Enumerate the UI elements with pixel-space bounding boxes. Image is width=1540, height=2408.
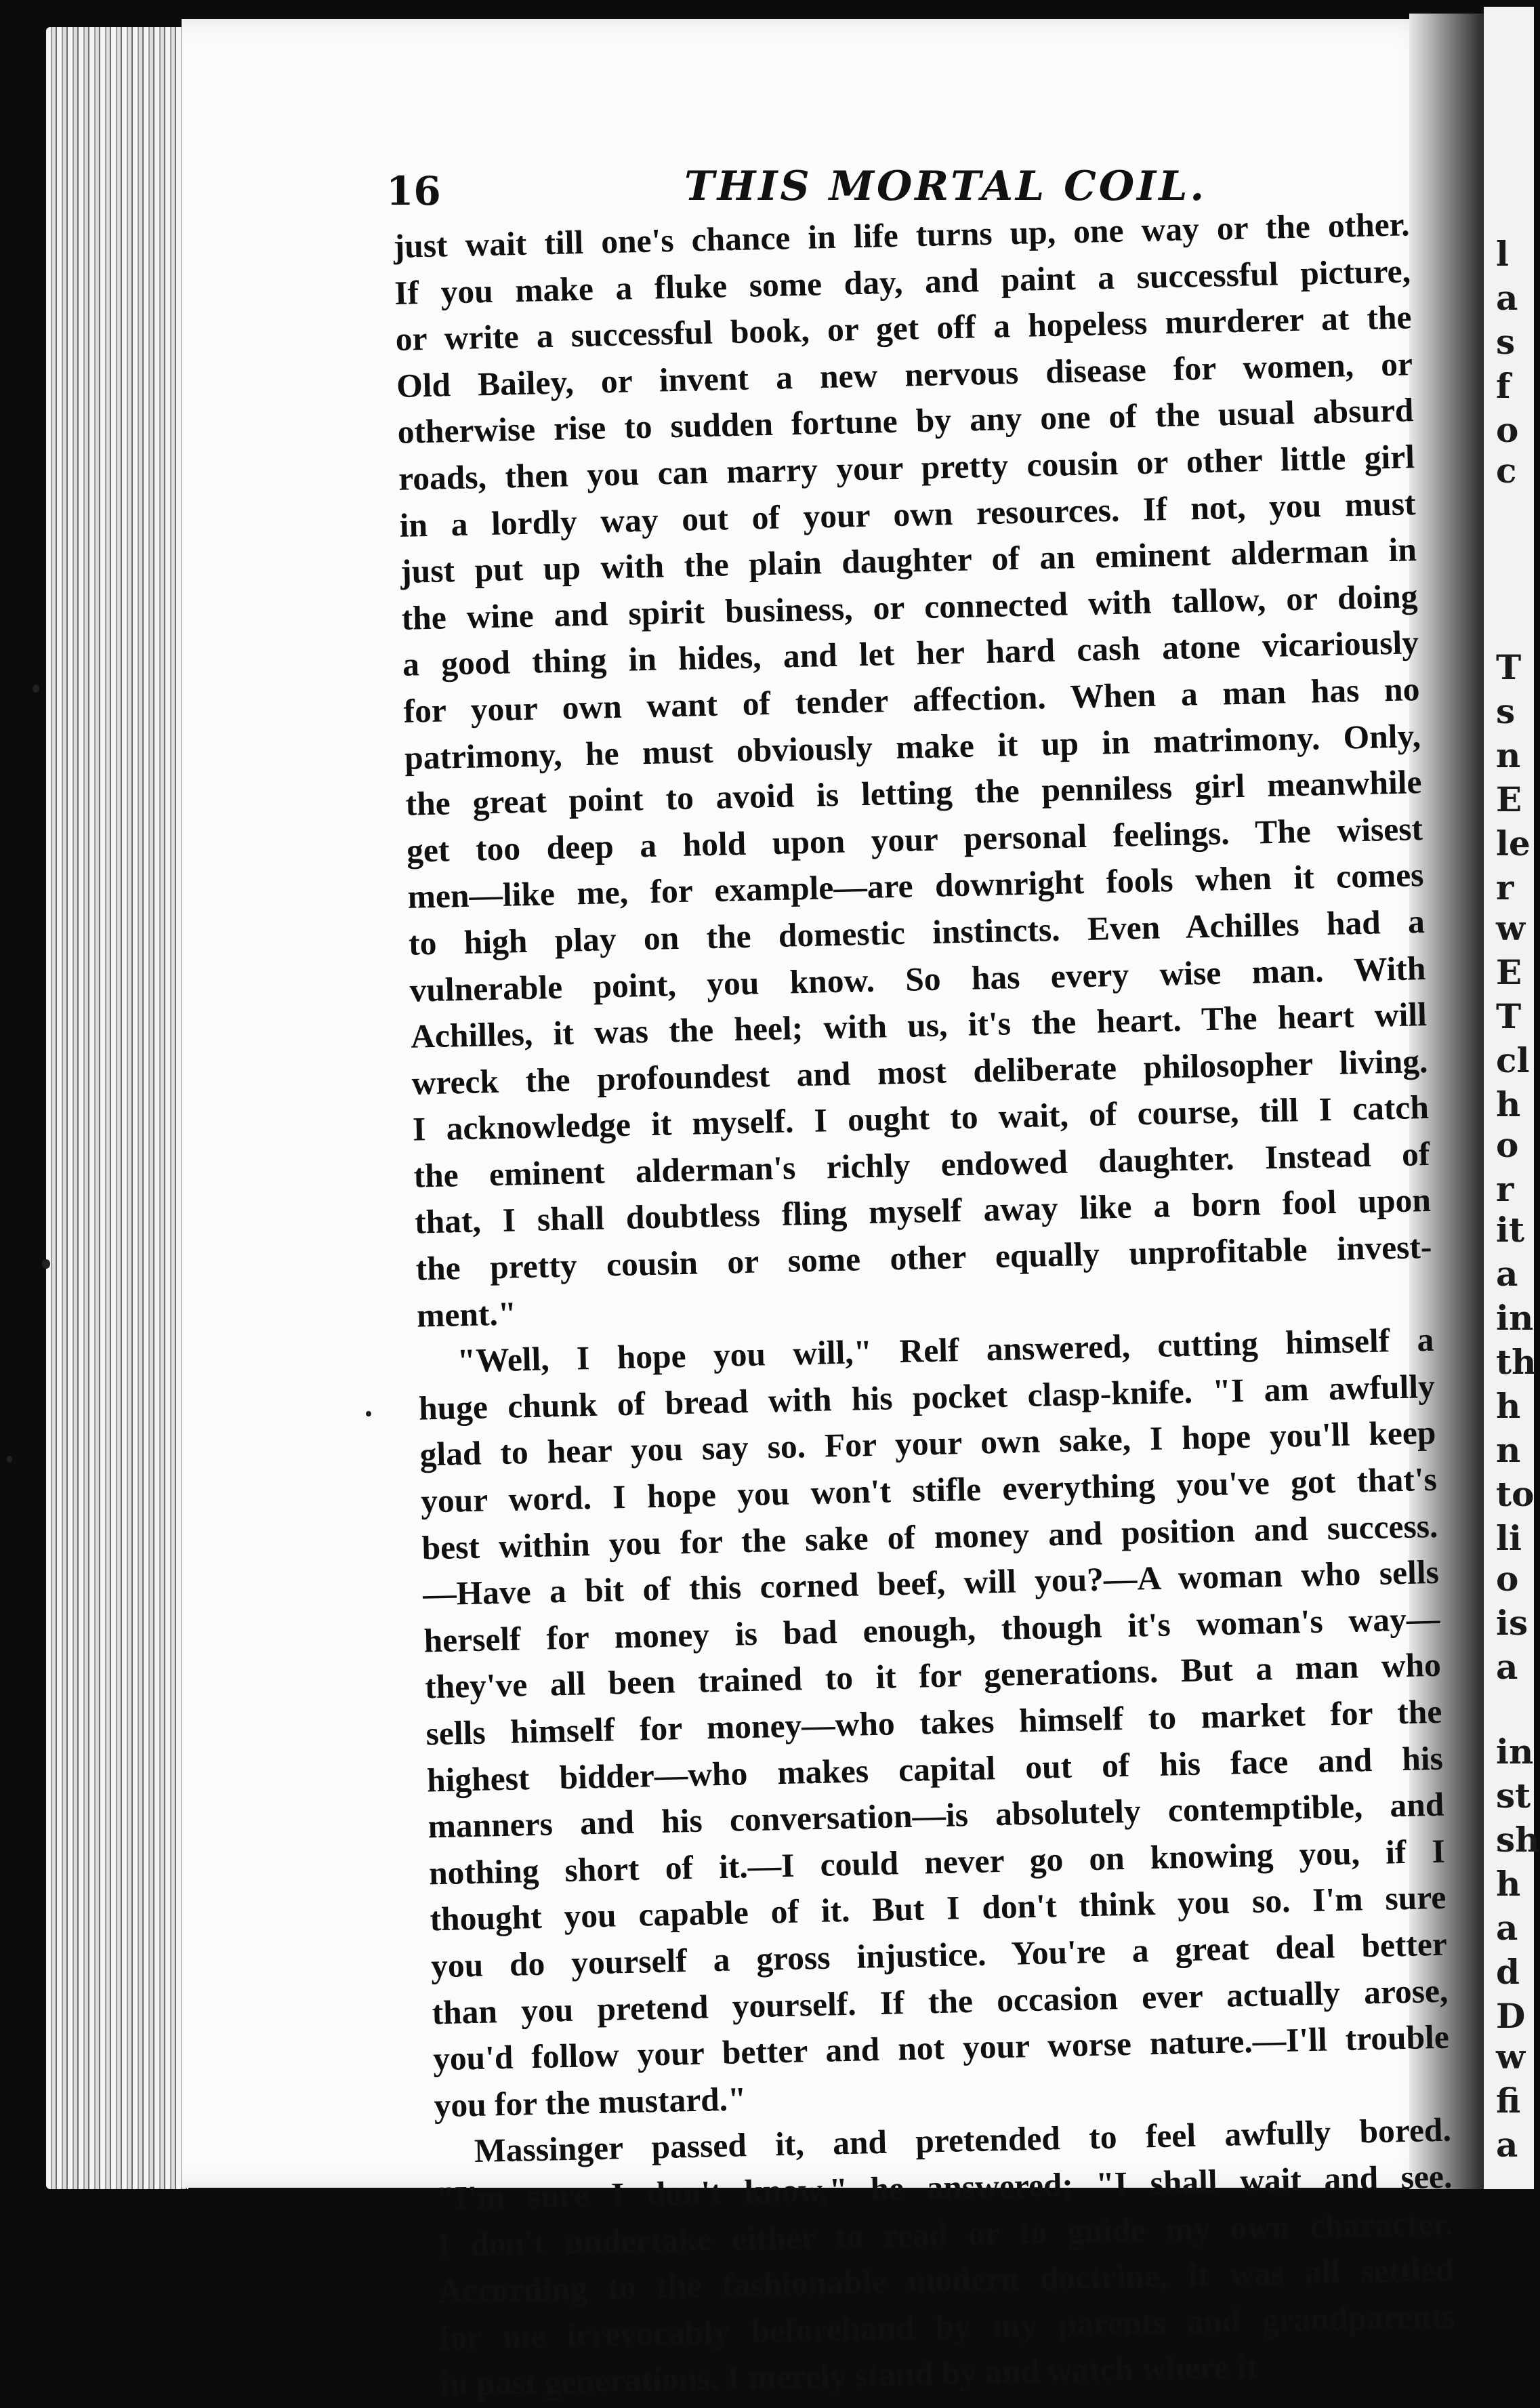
facing-page-fragment: d xyxy=(1496,1952,1520,1992)
text-line: wreck the profoundest and most deliberate philosopher living. xyxy=(411,1042,1428,1102)
facing-page-fragment: is xyxy=(1496,1603,1528,1643)
facing-page-fragment: a xyxy=(1496,2125,1518,2165)
text-line: "Well, I hope you will," Relf answered, cutting himself a xyxy=(457,1321,1434,1380)
text-line: "I'm sure I don't know," he answered; "I shall wait and see. xyxy=(435,2157,1453,2218)
facing-page-fragment: s xyxy=(1496,322,1516,362)
text-line: that, I shall doubtless fling myself away like a born fool upon xyxy=(414,1181,1432,1242)
facing-page-fragment: sh xyxy=(1496,1820,1540,1860)
text-line: huge chunk of bread with his pocket clasp-knife. "I am awfully xyxy=(418,1367,1436,1427)
text-line: or write a successful book, or get off a hopeless murderer at the xyxy=(395,298,1412,359)
text-line: the wine and spirit business, or connected with tallow, or doing xyxy=(401,577,1418,637)
text-line: for me irrevocably beforehand by my parents and grandparents xyxy=(438,2297,1456,2356)
text-line: If you make a fluke some day, and paint a successful picture, xyxy=(394,251,1411,312)
text-line: manners and his conversation—is absolutely contemptible, and xyxy=(428,1785,1444,1845)
text-line: highest bidder—who makes capital out of his face and his xyxy=(426,1739,1444,1799)
facing-page-fragment: it xyxy=(1496,1210,1525,1250)
facing-page-fragment: l xyxy=(1496,234,1509,274)
text-line: Massinger passed it, and pretended to feel awfully bored. xyxy=(474,2110,1452,2170)
facing-page-fragment: n xyxy=(1496,1430,1521,1470)
facing-page-fragment: n xyxy=(1496,735,1521,775)
page-number: 16 xyxy=(386,168,441,214)
text-line: patrimony, he must obviously make it up in matrimony. Only, xyxy=(404,716,1421,777)
facing-page-fragment: D xyxy=(1496,1996,1526,2036)
text-line: they've all been trained to it for generations. But a man who xyxy=(424,1646,1442,1706)
facing-page-fragment: a xyxy=(1496,1908,1518,1948)
text-line: the great point to avoid is letting the penniless girl meanwhile xyxy=(405,763,1422,823)
facing-page-fragment: h xyxy=(1496,1864,1521,1904)
facing-page-fragment: st xyxy=(1496,1776,1531,1816)
text-line: I acknowledge it myself. I ought to wait, of course, till I catch xyxy=(412,1088,1430,1148)
facing-page-fragment: h xyxy=(1496,1084,1521,1124)
facing-page-fragment: E xyxy=(1496,779,1522,819)
text-line: otherwise rise to sudden fortune by any one of the usual absurd xyxy=(397,391,1414,451)
text-line: the pretty cousin or some other equally unprofitable invest- xyxy=(415,1227,1432,1288)
ink-speck xyxy=(33,685,39,693)
text-line: for your own want of tender affection. When a man has no xyxy=(403,670,1420,730)
text-line: thought you capable of it. But I don't think you so. I'm sure xyxy=(430,1879,1447,1938)
facing-page-fragment: r xyxy=(1496,868,1514,907)
page-edges xyxy=(46,27,188,2189)
text-line: than you pretend yourself. If the occasion ever actually arose, xyxy=(431,1972,1449,2031)
facing-page-fragment: li xyxy=(1496,1518,1522,1558)
text-line: roads, then you can marry your pretty cousin or other little girl xyxy=(398,438,1415,497)
facing-page-fragment: in xyxy=(1496,1732,1534,1772)
facing-page-fragment: o xyxy=(1496,1559,1519,1599)
text-line: in a lordly way out of your own resources. If not, you must xyxy=(399,484,1416,544)
facing-page-fragment: T xyxy=(1496,647,1522,687)
facing-page-fragment: to xyxy=(1496,1474,1535,1514)
facing-page-fragment: cl xyxy=(1496,1040,1530,1080)
facing-page-fragment: a xyxy=(1496,1647,1518,1687)
ink-speck xyxy=(42,1259,50,1269)
body-text xyxy=(393,201,1457,2408)
facing-page-fragment: w xyxy=(1496,2037,1526,2077)
text-line: sells himself for money—who takes himself to market for the xyxy=(425,1692,1442,1753)
facing-page-fragment: in xyxy=(1496,1298,1534,1338)
text-line: herself for money is bad enough, though it's woman's way— xyxy=(423,1599,1440,1660)
text-line: Achilles, it was the heel; with us, it's the heart. The heart will xyxy=(410,996,1428,1055)
text-line: best within you for the sake of money and position and success. xyxy=(421,1507,1438,1567)
text-line: —Have a bit of this corned beef, will you?—A woman who sells xyxy=(422,1553,1440,1613)
facing-page-fragment: le xyxy=(1496,823,1531,863)
text-line: you for the mustard." xyxy=(433,2080,747,2125)
facing-page-fragment: a xyxy=(1496,278,1518,318)
facing-page-fragment: h xyxy=(1496,1386,1521,1426)
facing-page-fragment: T xyxy=(1496,996,1522,1036)
ink-speck xyxy=(366,1411,371,1416)
text-line: you do yourself a gross injustice. You're a great deal better xyxy=(430,1925,1448,1985)
text-line: nothing short of it.—I could never go on knowing you, if I xyxy=(428,1832,1446,1892)
text-line: you'd follow your better and not your worse nature.—I'll trouble xyxy=(432,2018,1450,2078)
facing-page-fragment: w xyxy=(1496,908,1526,948)
text-line: Old Bailey, or invent a new nervous disease for women, or xyxy=(396,345,1413,405)
text-line: get too deep a hold upon your personal feelings. The wisest xyxy=(406,809,1423,870)
facing-page-fragment: o xyxy=(1496,410,1519,450)
running-head: THIS MORTAL COIL. xyxy=(684,163,1207,210)
facing-page-fragment: c xyxy=(1496,451,1517,491)
text-line: the eminent alderman's richly endowed daughter. Instead of xyxy=(413,1135,1430,1195)
text-line: your word. I hope you won't stifle everything you've got that's xyxy=(420,1460,1438,1520)
text-line: I don't undertake either to read or to guide my own character. xyxy=(436,2204,1454,2264)
ink-speck xyxy=(7,1456,12,1463)
facing-page-fragment: r xyxy=(1496,1169,1514,1209)
facing-page-fragment: fi xyxy=(1496,2081,1521,2121)
text-line: According to the fashionable modern doctrine, it was all settled xyxy=(437,2250,1455,2310)
text-line: ment." xyxy=(416,1294,517,1334)
facing-page-fragment: th xyxy=(1496,1342,1537,1382)
text-line: a good thing in hides, and let her hard cash atone vicariously xyxy=(402,624,1419,684)
facing-page-fragment: f xyxy=(1496,366,1511,406)
text-line: just wait till one's chance in life turns up, one way or the other. xyxy=(393,205,1410,265)
facing-page-fragment: o xyxy=(1496,1125,1519,1165)
text-line: vulnerable point, you know. So has every wise man. With xyxy=(409,949,1426,1009)
facing-page-fragment: s xyxy=(1496,691,1516,731)
text-line: to high play on the domestic instincts. Even Achilles had a xyxy=(408,902,1425,962)
text-line: just put up with the plain daughter of an eminent alderman in xyxy=(400,531,1417,591)
facing-page-fragment: a xyxy=(1496,1254,1518,1294)
text-line: in past generations. I merely stand by and watch where it xyxy=(439,2348,1258,2403)
text-line: glad to hear you say so. For your own sake, I hope you'll keep xyxy=(419,1414,1436,1473)
text-line: men—like me, for example—are downright fools when it comes xyxy=(407,856,1424,916)
facing-page-fragment: E xyxy=(1496,952,1522,992)
facing-page xyxy=(1484,7,1540,2189)
